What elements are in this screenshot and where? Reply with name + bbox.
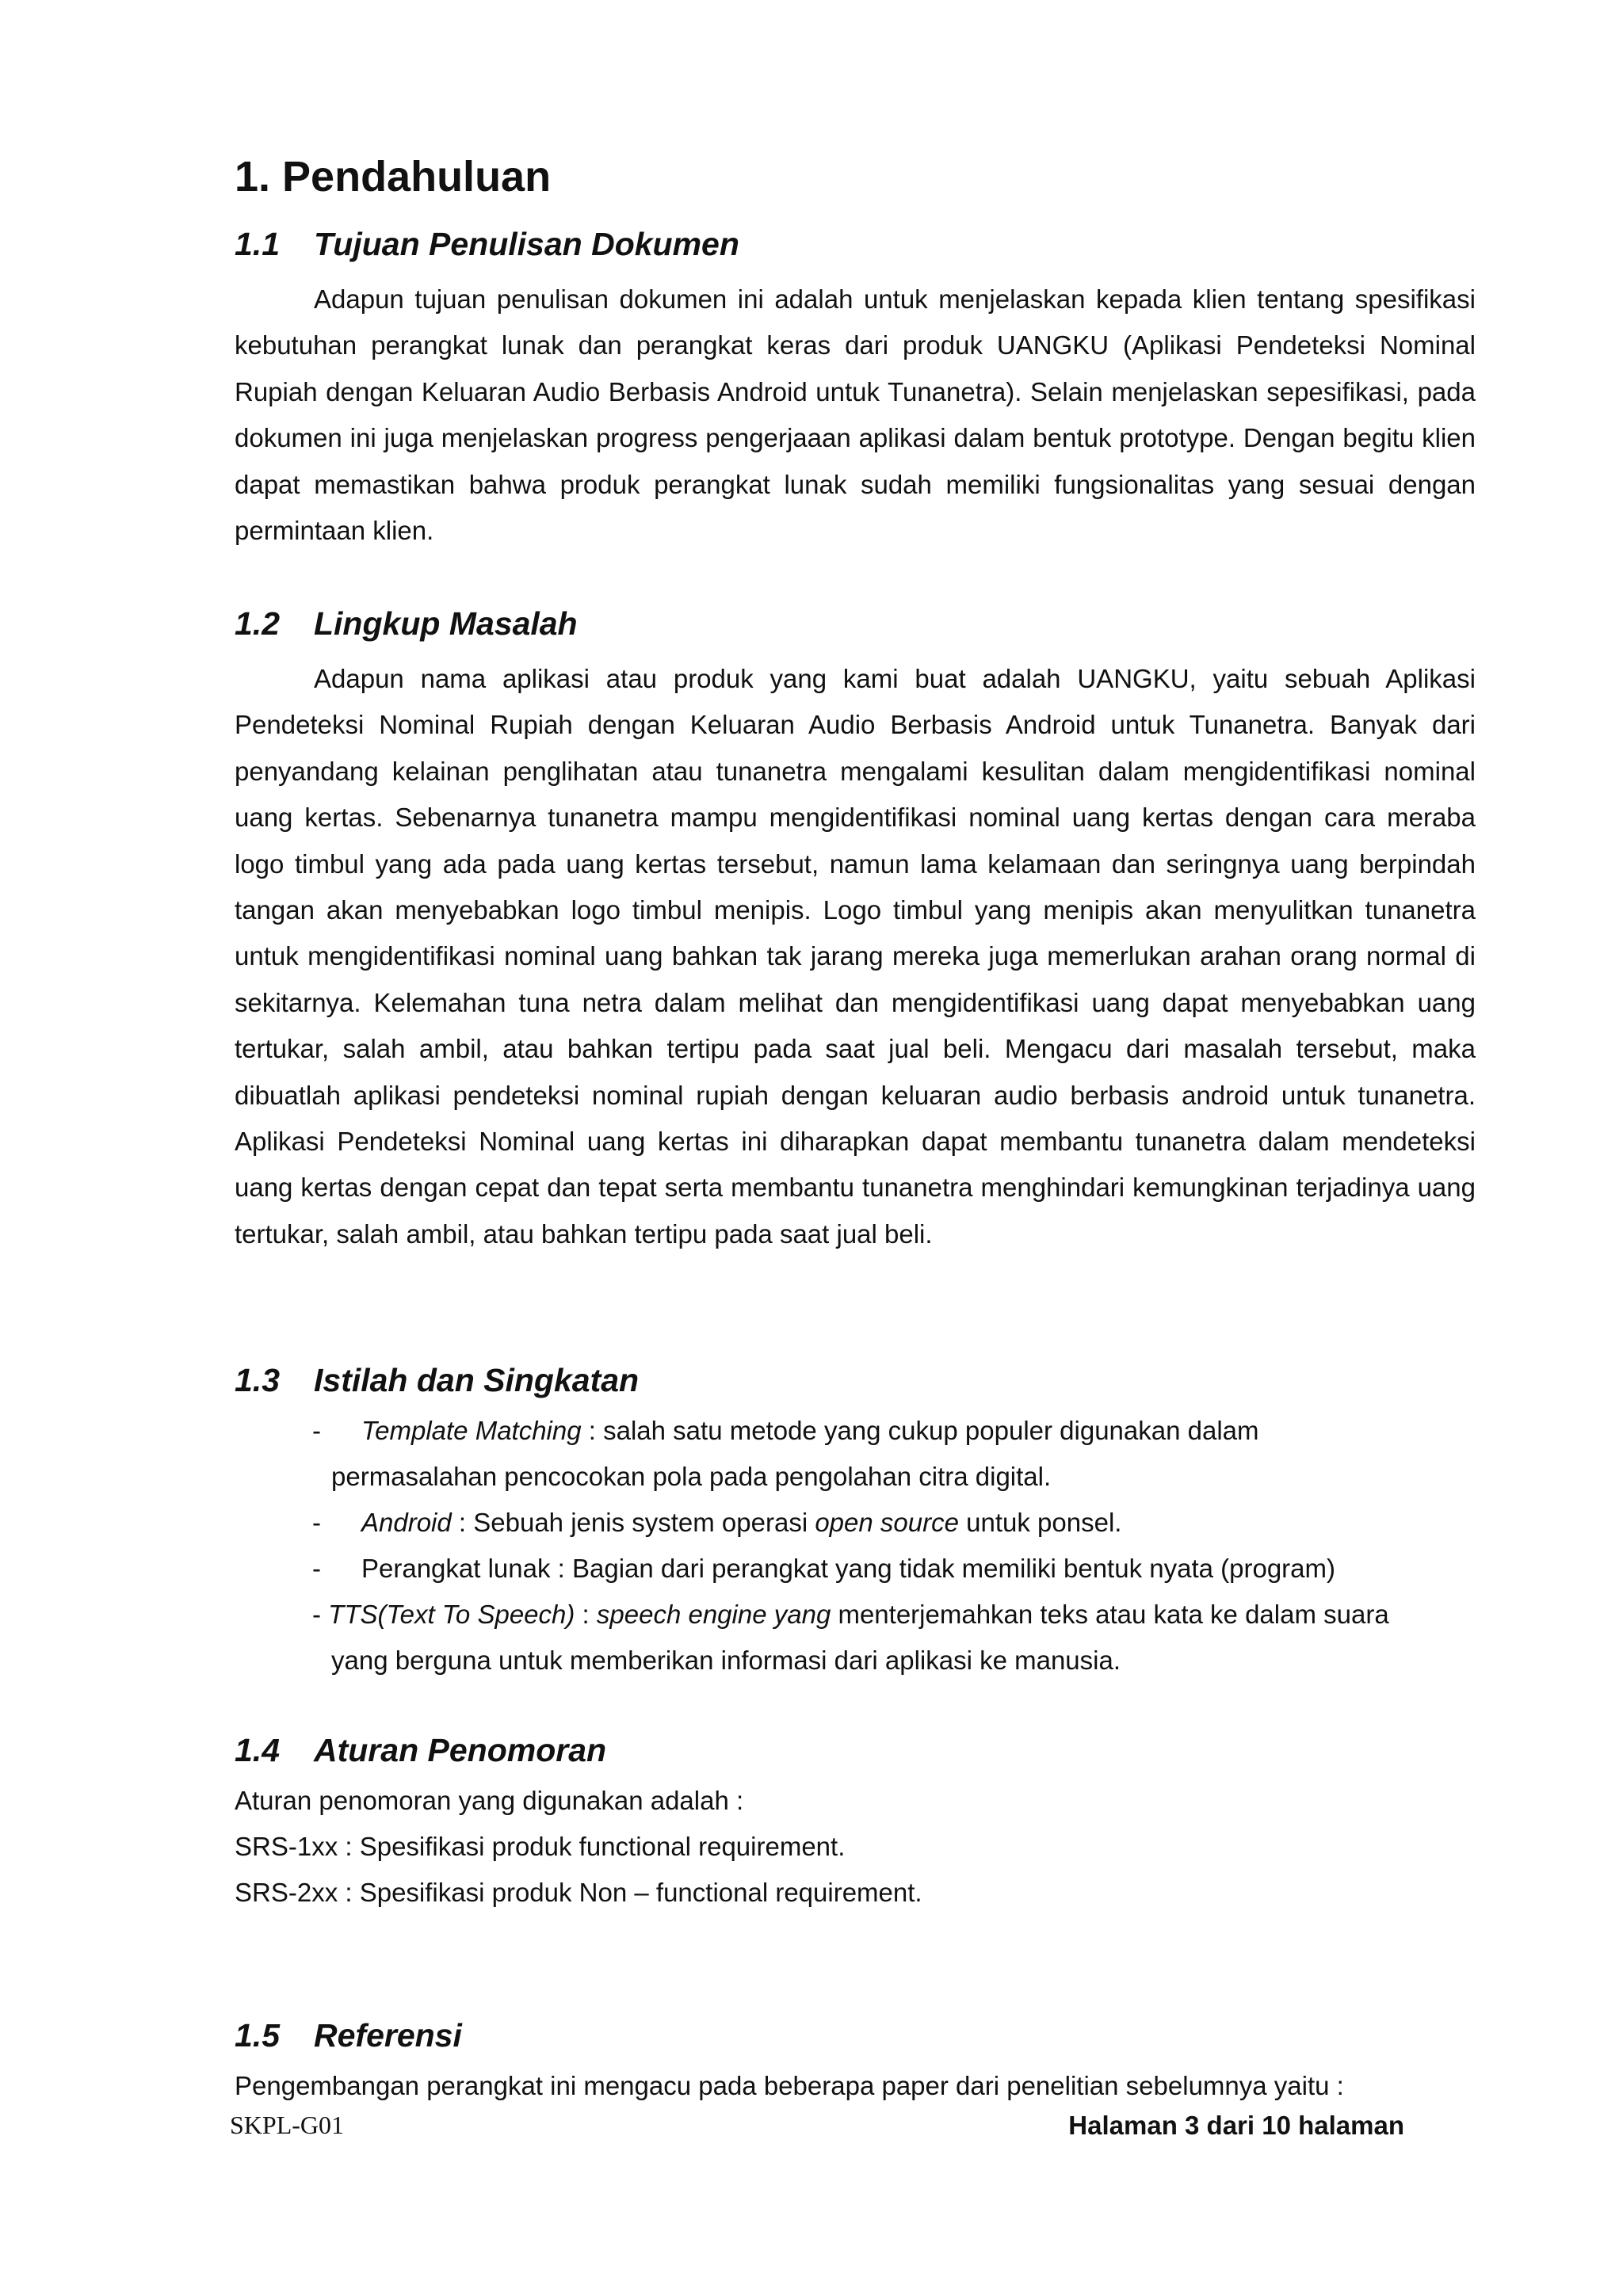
term-item-continuation: yang berguna untuk memberikan informasi dari aplikasi ke manusia. bbox=[331, 1646, 1121, 1675]
subsection-title: Istilah dan Singkatan bbox=[314, 1362, 640, 1398]
subsection-heading-1-2 bbox=[235, 605, 578, 643]
subsection-number: 1.3 bbox=[235, 1362, 280, 1398]
footer-page-number: Halaman 3 dari 10 halaman bbox=[1068, 2111, 1404, 2140]
term: TTS(Text To Speech) bbox=[328, 1600, 575, 1629]
subsection-number: 1.2 bbox=[235, 605, 280, 642]
term: Android bbox=[361, 1508, 452, 1537]
subsection-number: 1.1 bbox=[235, 226, 280, 262]
term-item-android: - Android : Sebuah jenis system operasi open source untuk ponsel. bbox=[312, 1508, 1122, 1537]
subsection-title: Aturan Penomoran bbox=[314, 1732, 607, 1768]
term-item-continuation: permasalahan pencocokan pola pada pengolahan citra digital. bbox=[331, 1462, 1052, 1491]
subsection-title: Lingkup Masalah bbox=[314, 605, 578, 642]
reference-intro: Pengembangan perangkat ini mengacu pada beberapa paper dari penelitian sebelumnya yaitu : bbox=[235, 2071, 1344, 2100]
term-item-tts: - TTS(Text To Speech) : speech engine yang menterjemahkan teks atau kata ke dalam suara bbox=[312, 1600, 1389, 1629]
subsection-number: 1.4 bbox=[235, 1732, 280, 1768]
subsection-title: Referensi bbox=[314, 2017, 462, 2054]
section-title: 1. Pendahuluan bbox=[235, 153, 552, 200]
subsection-number: 1.5 bbox=[235, 2017, 280, 2054]
paragraph-text: Adapun nama aplikasi atau produk yang kami buat adalah UANGKU, yaitu sebuah Aplikasi Pendeteksi Nominal Rupiah dengan Keluaran Audio Berbasis Android untuk Tunanetra. Banyak dari penyandang kelainan penglihatan atau tunanetra mengalami kesulitan dalam mengidentifikasi nominal uang kertas. Sebenarnya tunanetra mampu mengidentifikasi nominal uang kertas dengan cara meraba logo timbul yang ada pada uang kertas tersebut, namun lama kelamaan dan seringnya uang berpindah tangan akan menyebabkan logo timbul menipis. Logo timbul yang menipis akan menyulitkan tunanetra untuk mengidentifikasi nominal uang bahkan tak jarang mereka juga memerlukan arahan orang normal di sekitarnya. Kelemahan tuna netra dalam melihat dan mengidentifikasi uang dapat menyebabkan uang tertukar, salah ambil, atau bahkan tertipu pada saat jual beli. Mengacu dari masalah tersebut, maka dibuatlah aplikasi pendeteksi nominal rupiah dengan keluaran audio berbasis android untuk tunanetra. Aplikasi Pendeteksi Nominal uang kertas ini diharapkan dapat membantu tunanetra dalam mendeteksi uang kertas dengan cepat dan tepat serta membantu tunanetra menghindari kemungkinan terjadinya uang tertukar, salah ambil, atau bahkan tertipu pada saat jual beli. bbox=[235, 664, 1476, 1249]
paragraph-tujuan bbox=[235, 277, 1476, 554]
term-definition: : salah satu metode yang cukup populer digunakan dalam bbox=[581, 1416, 1259, 1445]
paragraph-lingkup bbox=[235, 656, 1476, 1257]
term-item-perangkat-lunak: - Perangkat lunak : Bagian dari perangkat yang tidak memiliki bentuk nyata (program) bbox=[312, 1554, 1335, 1583]
footer-doc-code: SKPL-G01 bbox=[230, 2111, 345, 2139]
subsection-title: Tujuan Penulisan Dokumen bbox=[314, 226, 739, 262]
numbering-rule-srs2: SRS-2xx : Spesifikasi produk Non – functional requirement. bbox=[235, 1878, 922, 1907]
numbering-intro: Aturan penomoran yang digunakan adalah : bbox=[235, 1786, 744, 1815]
paragraph-text: Adapun tujuan penulisan dokumen ini adalah untuk menjelaskan kepada klien tentang spesifikasi kebutuhan perangkat lunak dan perangkat keras dari produk UANGKU (Aplikasi Pendeteksi Nominal Rupiah dengan Keluaran Audio Berbasis Android untuk Tunanetra). Selain menjelaskan sepesifikasi, pada dokumen ini juga menjelaskan progress pengerjaaan aplikasi dalam bentuk prototype. Dengan begitu klien dapat memastikan bahwa produk perangkat lunak sudah memiliki fungsionalitas yang sesuai dengan permintaan klien. bbox=[235, 284, 1476, 546]
subsection-heading-1-4 bbox=[235, 1732, 606, 1769]
term: Template Matching bbox=[361, 1416, 582, 1445]
subsection-heading-1-5 bbox=[235, 2017, 462, 2054]
numbering-rule-srs1: SRS-1xx : Spesifikasi produk functional requirement. bbox=[235, 1832, 846, 1861]
subsection-heading-1-1 bbox=[235, 226, 739, 263]
subsection-heading-1-3 bbox=[235, 1362, 639, 1399]
term-item-template-matching: - Template Matching : salah satu metode yang cukup populer digunakan dalam bbox=[312, 1416, 1259, 1445]
